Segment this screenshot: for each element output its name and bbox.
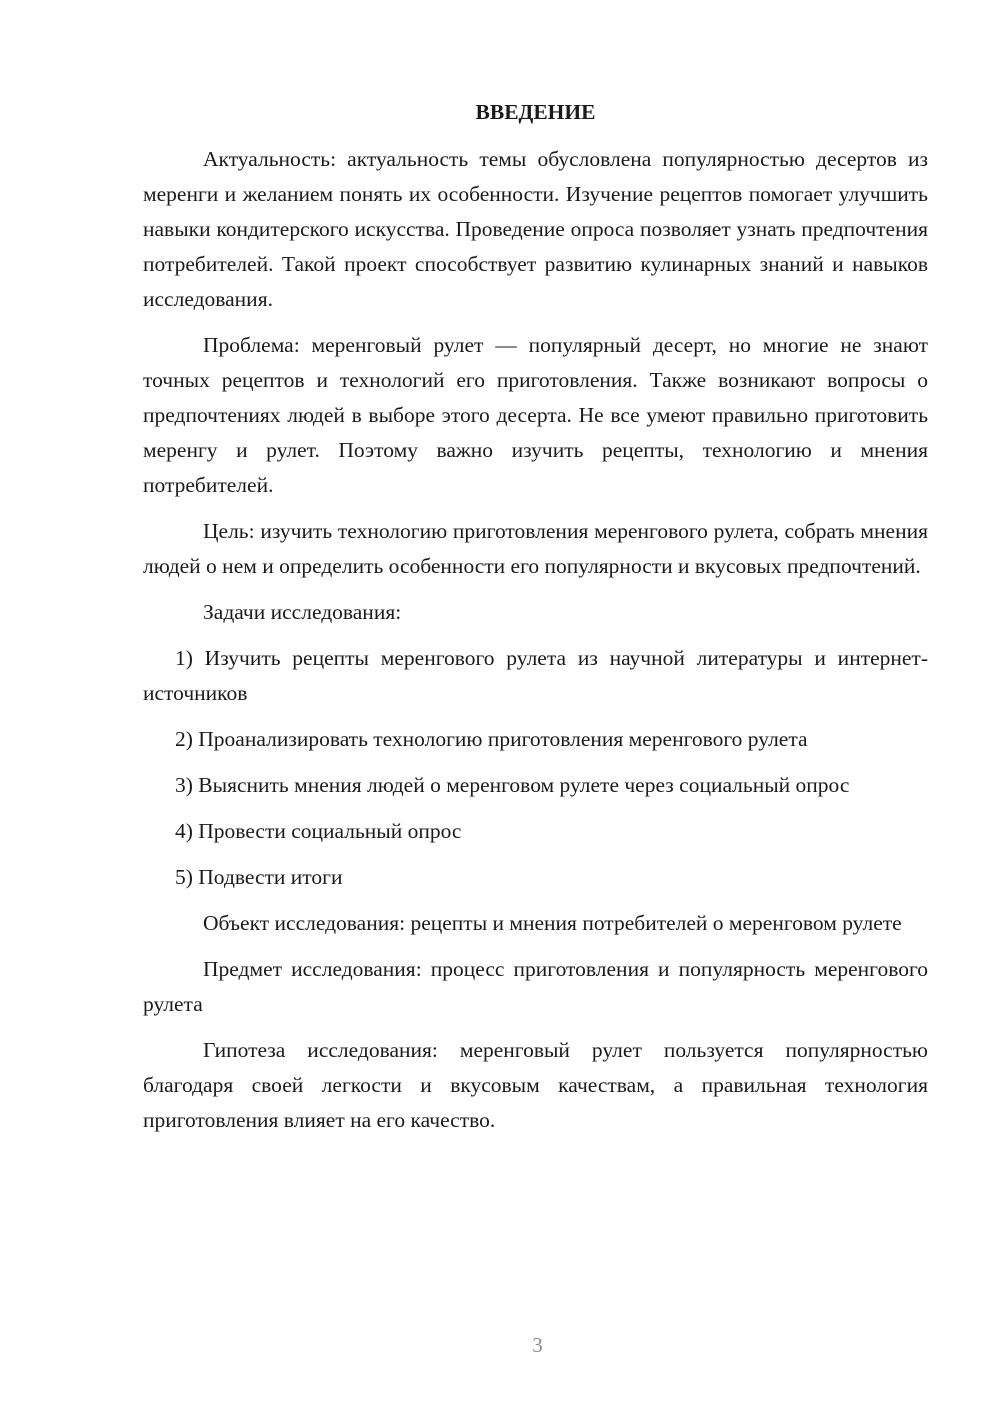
tasks-heading: Задачи исследования:	[203, 600, 402, 624]
task-item-4: 4) Провести социальный опрос	[175, 819, 462, 843]
relevance-paragraph: Актуальность: актуальность темы обусловлена популярностью десертов из меренги и желанием понять их особенности. Изучение рецептов помогает улучшить навыки кондитерского искусства. Проведение опроса позволяет узнать предпочтения потребителей. Такой проект способствует развитию кулинарных знаний и навыков исследования.	[143, 147, 928, 311]
document-page	[143, 95, 928, 1149]
task-item-5: 5) Подвести итоги	[175, 865, 343, 889]
task-item-3: 3) Выяснить мнения людей о меренговом рулете через социальный опрос	[175, 773, 850, 797]
task-item-2: 2) Проанализировать технологию приготовления меренгового рулета	[175, 727, 808, 751]
goal-paragraph: Цель: изучить технологию приготовления меренгового рулета, собрать мнения людей о нем и определить особенности его популярности и вкусовых предпочтений.	[143, 519, 928, 578]
task-item-1: 1) Изучить рецепты меренгового рулета из научной литературы и интернет-источников	[143, 646, 928, 705]
problem-paragraph: Проблема: меренговый рулет — популярный десерт, но многие не знают точных рецептов и технологий его приготовления. Также возникают вопросы о предпочтениях людей в выборе этого десерта. Не все умеют правильно приготовить меренгу и рулет. Поэтому важно изучить рецепты, технологию и мнения потребителей.	[143, 333, 928, 497]
subject-paragraph: Предмет исследования: процесс приготовления и популярность меренгового рулета	[143, 957, 928, 1016]
page-number: 3	[532, 1333, 543, 1357]
object-paragraph: Объект исследования: рецепты и мнения потребителей о меренговом рулете	[203, 911, 902, 935]
page-title: ВВЕДЕНИЕ	[475, 100, 596, 124]
hypothesis-paragraph: Гипотеза исследования: меренговый рулет пользуется популярностью благодаря своей легкости и вкусовым качествам, а правильная технология приготовления влияет на его качество.	[143, 1038, 928, 1132]
